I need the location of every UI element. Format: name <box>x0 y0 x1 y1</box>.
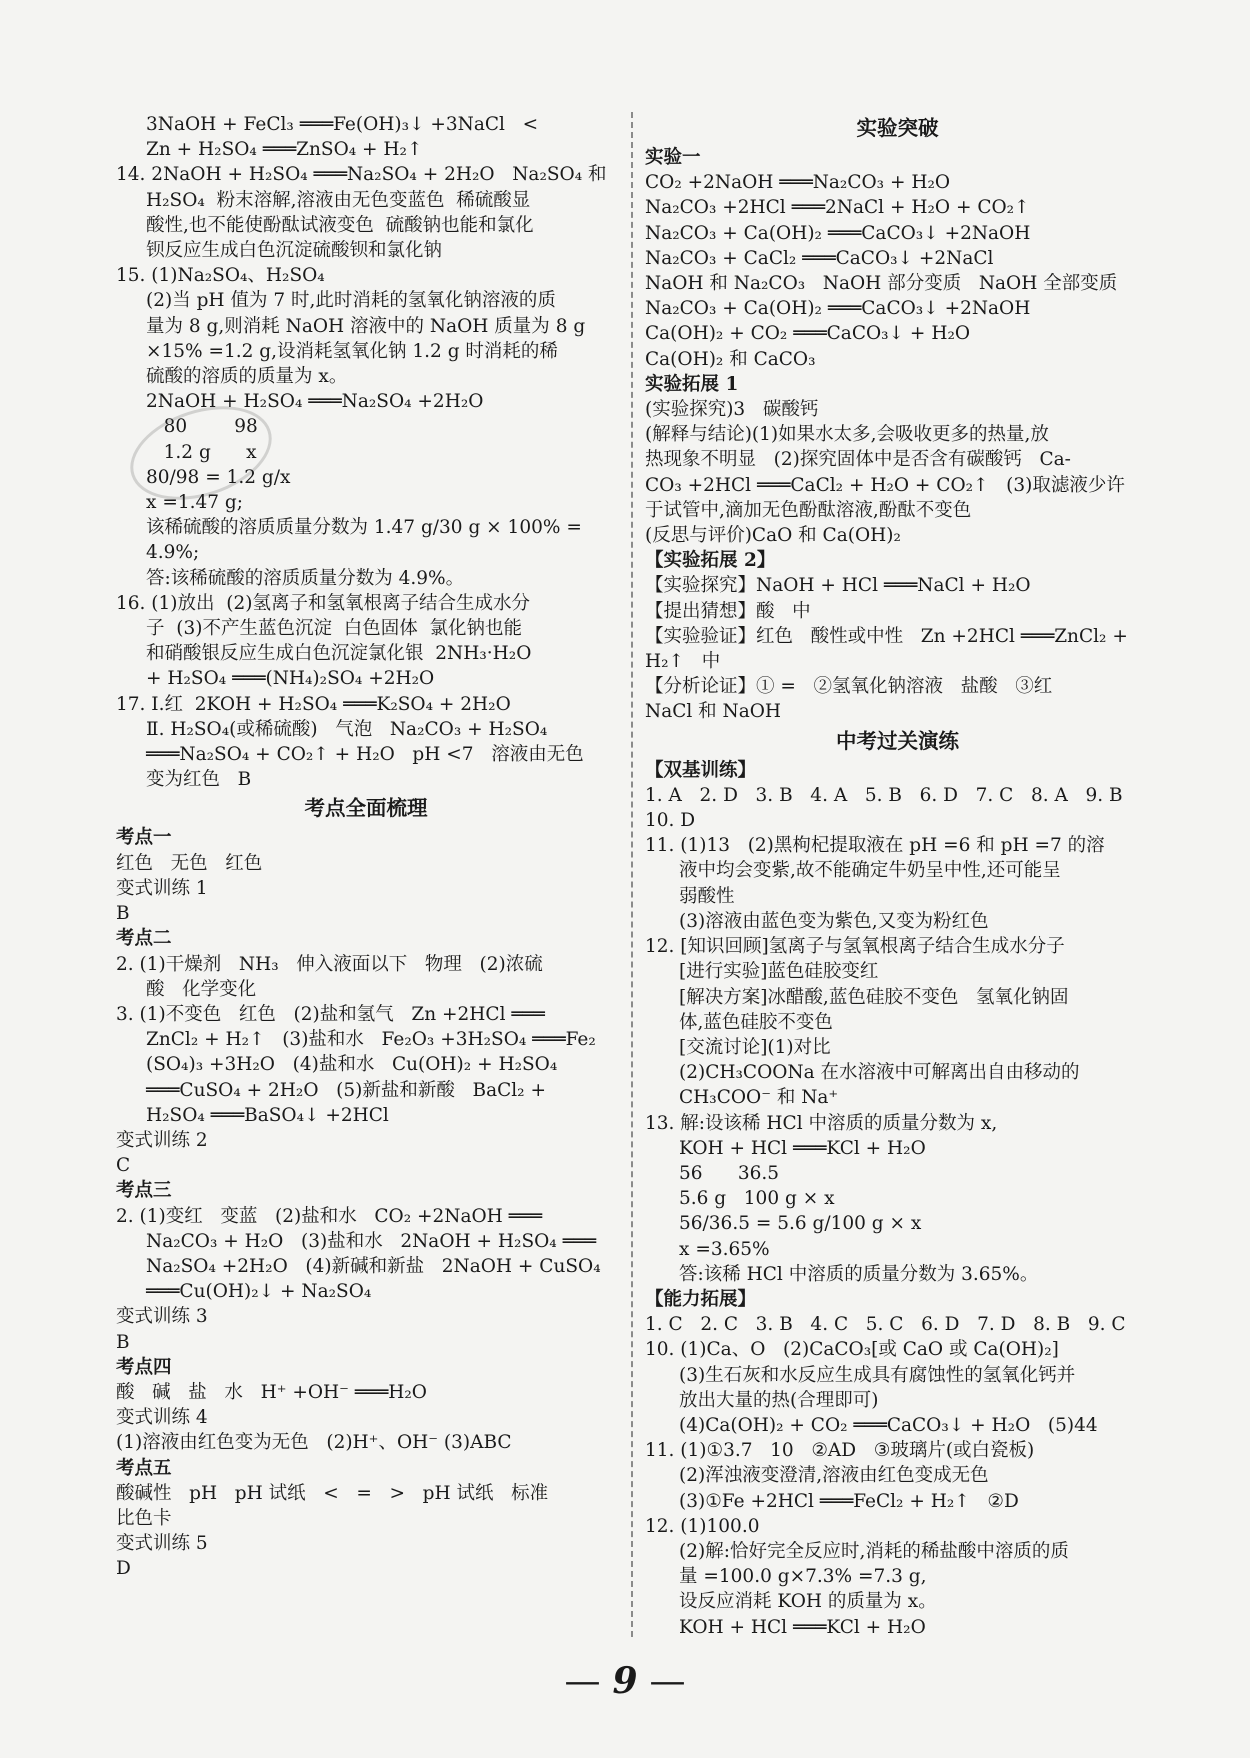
text-line: 1. A 2. D 3. B 4. A 5. B 6. D 7. C 8. A 9. B <box>645 784 1123 806</box>
text-line: 12. [知识回顾]氢离子与氢氧根离子结合生成水分子 <box>645 936 1065 958</box>
text-line: 液中均会变紫,故不能确定牛奶呈中性,还可能呈 <box>679 860 1061 882</box>
text-line: KOH + HCl ═══KCl + H₂O <box>679 1137 926 1159</box>
text-line: 该稀硫酸的溶质质量分数为 1.47 g/30 g × 100% = <box>146 517 582 539</box>
text-line: x =3.65% <box>679 1238 770 1260</box>
text-line: 10. D <box>645 810 696 832</box>
text-line: 酸 化学变化 <box>146 978 257 1000</box>
text-line: 1.2 g x <box>146 441 257 463</box>
text-line: 量为 8 g,则消耗 NaOH 溶液中的 NaOH 质量为 8 g <box>146 315 586 337</box>
text-line: 1. C 2. C 3. B 4. C 5. C 6. D 7. D 8. B 9. C <box>645 1314 1126 1336</box>
text-line: [交流讨论](1)对比 <box>679 1036 831 1058</box>
text-line: ═══Cu(OH)₂↓ + Na₂SO₄ <box>146 1281 372 1303</box>
text-line: (实验探究)3 碳酸钙 <box>645 399 819 421</box>
text-line: CO₃ +2HCl ═══CaCl₂ + H₂O + CO₂↑ (3)取滤液少许 <box>645 474 1125 496</box>
column-divider <box>631 112 633 1637</box>
text-line: (4)Ca(OH)₂ + CO₂ ═══CaCO₃↓ + H₂O (5)44 <box>679 1414 1098 1436</box>
text-line: 答:该稀 HCl 中溶质的质量分数为 3.65%。 <box>679 1263 1039 1285</box>
text-line: 12. (1)100.0 <box>645 1515 760 1537</box>
text-line: 56 36.5 <box>679 1162 780 1184</box>
text-line: 和硝酸银反应生成白色沉淀氯化银 2NH₃·H₂O <box>146 643 532 665</box>
subsection-heading: 实验拓展 1 <box>645 373 739 395</box>
text-line: (2)CH₃COONa 在水溶液中可解离出自由移动的 <box>679 1062 1080 1084</box>
text-line: (3)溶液由蓝色变为紫色,又变为粉红色 <box>679 910 989 932</box>
text-line: [解决方案]冰醋酸,蓝色硅胶不变色 氢氧化钠固 <box>679 986 1069 1008</box>
right-column <box>645 112 1150 1640</box>
text-line: ×15% =1.2 g,设消耗氢氧化钠 1.2 g 时消耗的稀 <box>146 340 558 362</box>
text-line: 4.9%; <box>146 542 200 564</box>
text-line: 16. (1)放出 (2)氢离子和氢氧根离子结合生成水分 <box>116 592 530 614</box>
text-line: Na₂CO₃ + CaCl₂ ═══CaCO₃↓ +2NaCl <box>645 247 994 269</box>
text-line: 体,蓝色硅胶不变色 <box>679 1011 833 1033</box>
subsection-heading: 【双基训练】 <box>645 759 757 781</box>
text-line: 变式训练 1 <box>116 877 208 899</box>
section-heading: 中考过关演练 <box>836 728 959 753</box>
text-line: 【实验验证】红色 酸性或中性 Zn +2HCl ═══ZnCl₂ + <box>645 625 1128 647</box>
text-line: (解释与结论)(1)如果水太多,会吸收更多的热量,放 <box>645 424 1049 446</box>
text-line: ═══Na₂SO₄ + CO₂↑ + H₂O pH <7 溶液由无色 <box>146 744 584 766</box>
text-line: 【分析论证】① = ②氢氧化钠溶液 盐酸 ③红 <box>645 676 1053 698</box>
text-line: 5.6 g 100 g × x <box>679 1188 835 1210</box>
left-column <box>116 112 616 1582</box>
text-line: Na₂CO₃ + H₂O (3)盐和水 2NaOH + H₂SO₄ ═══ <box>146 1230 596 1252</box>
text-line: 放出大量的热(合理即可) <box>679 1389 879 1411</box>
text-line: ZnCl₂ + H₂↑ (3)盐和水 Fe₂O₃ +3H₂SO₄ ═══Fe₂ <box>146 1029 596 1051</box>
text-line: 变式训练 3 <box>116 1306 208 1328</box>
text-line: (反思与评价)CaO 和 Ca(OH)₂ <box>645 525 901 547</box>
text-line: 红色 无色 红色 <box>116 852 263 874</box>
text-line: H₂SO₄ 粉末溶解,溶液由无色变蓝色 稀硫酸显 <box>146 189 531 211</box>
text-line: 变式训练 4 <box>116 1407 208 1429</box>
text-line: Ca(OH)₂ 和 CaCO₃ <box>645 348 816 370</box>
text-line: 3NaOH + FeCl₃ ═══Fe(OH)₃↓ +3NaCl < <box>146 114 539 135</box>
text-line: 变为红色 B <box>146 769 252 791</box>
text-line: 14. 2NaOH + H₂SO₄ ═══Na₂SO₄ + 2H₂O Na₂SO₄ 和 <box>116 164 607 186</box>
text-line: 2. (1)干燥剂 NH₃ 伸入液面以下 物理 (2)浓硫 <box>116 953 543 975</box>
text-line: 56/36.5 = 5.6 g/100 g × x <box>679 1213 922 1235</box>
subsection-heading: 考点五 <box>116 1457 172 1479</box>
text-line: 15. (1)Na₂SO₄、H₂SO₄ <box>116 265 325 287</box>
text-line: (1)溶液由红色变为无色 (2)H⁺、OH⁻ (3)ABC <box>116 1432 512 1454</box>
text-line: (3)①Fe +2HCl ═══FeCl₂ + H₂↑ ②D <box>679 1490 1019 1512</box>
text-line: x =1.47 g; <box>146 492 243 514</box>
text-line: H₂SO₄ ═══BaSO₄↓ +2HCl <box>146 1104 389 1126</box>
page-number: — 9 — <box>564 1660 686 1702</box>
section-heading: 实验突破 <box>856 116 939 140</box>
text-line: (2)浑浊液变澄清,溶液由红色变成无色 <box>679 1465 989 1487</box>
text-line: 变式训练 2 <box>116 1129 208 1151</box>
text-line: 酸碱性 pH pH 试纸 < = > pH 试纸 标准 <box>116 1482 549 1504</box>
text-line: NaCl 和 NaOH <box>645 701 782 723</box>
text-line: B <box>116 1331 130 1353</box>
text-line: ═══CuSO₄ + 2H₂O (5)新盐和新酸 BaCl₂ + <box>146 1079 546 1101</box>
text-line: 酸 碱 盐 水 H⁺ +OH⁻ ═══H₂O <box>116 1381 427 1403</box>
text-line: [进行实验]蓝色硅胶变红 <box>679 961 879 983</box>
text-line: H₂↑ 中 <box>645 651 721 673</box>
text-line: 变式训练 5 <box>116 1533 208 1555</box>
text-line: 17. Ⅰ.红 2KOH + H₂SO₄ ═══K₂SO₄ + 2H₂O <box>116 693 511 715</box>
subsection-heading: 考点四 <box>116 1356 172 1378</box>
text-line: 子 (3)不产生蓝色沉淀 白色固体 氯化钠也能 <box>146 618 522 640</box>
text-line: (2)解:恰好完全反应时,消耗的稀盐酸中溶质的质 <box>679 1540 1069 1562</box>
text-line: + H₂SO₄ ═══(NH₄)₂SO₄ +2H₂O <box>146 668 435 690</box>
text-line: B <box>116 903 130 925</box>
text-line: 【提出猜想】酸 中 <box>645 600 811 622</box>
text-line: 于试管中,滴加无色酚酞溶液,酚酞不变色 <box>645 499 972 521</box>
text-line: (2)当 pH 值为 7 时,此时消耗的氢氧化钠溶液的质 <box>146 290 556 312</box>
text-line: 3. (1)不变色 红色 (2)盐和氢气 Zn +2HCl ═══ <box>116 1003 545 1025</box>
subsection-heading: 考点一 <box>116 827 172 849</box>
text-line: 13. 解:设该稀 HCl 中溶质的质量分数为 x, <box>645 1112 998 1134</box>
subsection-heading: 考点三 <box>116 1180 172 1202</box>
text-line: NaOH 和 Na₂CO₃ NaOH 部分变质 NaOH 全部变质 <box>645 273 1118 295</box>
text-line: 酸性,也不能使酚酞试液变色 硫酸钠也能和氯化 <box>146 214 534 236</box>
text-line: Zn + H₂SO₄ ═══ZnSO₄ + H₂↑ <box>146 139 423 161</box>
text-line: 2. (1)变红 变蓝 (2)盐和水 CO₂ +2NaOH ═══ <box>116 1205 543 1227</box>
subsection-heading: 实验一 <box>645 147 701 168</box>
text-line: Ⅱ. H₂SO₄(或稀硫酸) 气泡 Na₂CO₃ + H₂SO₄ <box>146 718 548 740</box>
text-line: 热现象不明显 (2)探究固体中是否含有碳酸钙 Ca- <box>645 449 1071 471</box>
text-line: D <box>116 1558 131 1580</box>
subsection-heading: 【能力拓展】 <box>645 1288 757 1310</box>
text-line: CH₃COO⁻ 和 Na⁺ <box>679 1087 839 1109</box>
text-line: 2NaOH + H₂SO₄ ═══Na₂SO₄ +2H₂O <box>146 391 484 413</box>
subsection-heading: 考点二 <box>116 928 172 950</box>
subsection-heading: 【实验拓展 2】 <box>645 550 776 572</box>
text-line: (3)生石灰和水反应生成具有腐蚀性的氢氧化钙并 <box>679 1364 1076 1386</box>
section-heading: 考点全面梳理 <box>304 796 428 821</box>
text-line: 答:该稀硫酸的溶质质量分数为 4.9%。 <box>146 567 465 589</box>
text-line: 【实验探究】NaOH + HCl ═══NaCl + H₂O <box>645 575 1031 597</box>
text-line: 钡反应生成白色沉淀硫酸钡和氯化钠 <box>146 240 443 262</box>
text-line: (SO₄)₃ +3H₂O (4)盐和水 Cu(OH)₂ + H₂SO₄ <box>146 1054 558 1076</box>
text-line: 量 =100.0 g×7.3% =7.3 g, <box>679 1566 927 1588</box>
text-line: Na₂CO₃ + Ca(OH)₂ ═══CaCO₃↓ +2NaOH <box>645 222 1031 244</box>
text-line: Na₂CO₃ + Ca(OH)₂ ═══CaCO₃↓ +2NaOH <box>645 298 1031 320</box>
text-line: 10. (1)Ca、O (2)CaCO₃[或 CaO 或 Ca(OH)₂] <box>645 1339 1059 1361</box>
text-line: 80/98 = 1.2 g/x <box>146 466 291 488</box>
text-line: 11. (1)①3.7 10 ②AD ③玻璃片(或白瓷板) <box>645 1440 1035 1462</box>
text-line: 硫酸的溶质的质量为 x。 <box>146 366 348 388</box>
text-line: KOH + HCl ═══KCl + H₂O <box>679 1616 926 1638</box>
text-line: 80 98 <box>146 416 258 438</box>
text-line: 设反应消耗 KOH 的质量为 x。 <box>679 1591 937 1613</box>
text-line: C <box>116 1155 131 1177</box>
text-line: Na₂SO₄ +2H₂O (4)新碱和新盐 2NaOH + CuSO₄ <box>146 1255 601 1277</box>
text-line: 11. (1)13 (2)黑枸杞提取液在 pH =6 和 pH =7 的溶 <box>645 835 1105 857</box>
text-line: 比色卡 <box>116 1507 172 1529</box>
text-line: CO₂ +2NaOH ═══Na₂CO₃ + H₂O <box>645 172 951 194</box>
text-line: Na₂CO₃ +2HCl ═══2NaCl + H₂O + CO₂↑ <box>645 197 1030 219</box>
text-line: Ca(OH)₂ + CO₂ ═══CaCO₃↓ + H₂O <box>645 323 971 345</box>
text-line: 弱酸性 <box>679 885 735 907</box>
